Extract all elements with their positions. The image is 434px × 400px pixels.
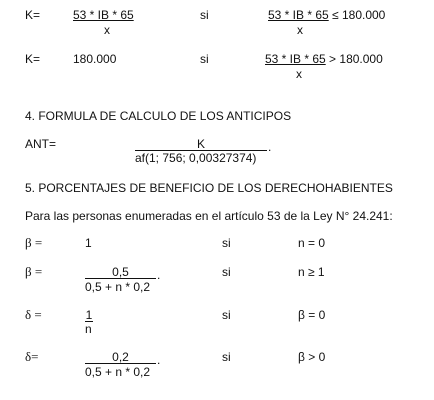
rule2-denominator: 0,5 + n * 0,2	[85, 280, 151, 294]
rule2-si: si	[222, 265, 231, 279]
ant-denominator: af(1; 756; 0,00327374)	[135, 151, 257, 165]
rule4-fraction-bar	[85, 363, 156, 364]
section5-heading: 5. PORCENTAJES DE BENEFICIO DE LOS DERECHOHABIENTES	[25, 181, 393, 195]
k-label-2: K=	[25, 52, 41, 66]
k-cond-tail-2: > 180.000	[325, 52, 383, 66]
ant-numerator: K	[196, 137, 205, 151]
rule3-lhs: δ =	[25, 307, 42, 322]
k-si-2: si	[200, 52, 209, 66]
rule2-fraction-bar	[85, 278, 156, 279]
rule1-si: si	[222, 236, 231, 250]
rule1-lhs: β =	[25, 235, 43, 250]
k-condition-1	[268, 8, 385, 22]
rule4-condition: β > 0	[298, 350, 326, 364]
rule1-condition: n = 0	[298, 236, 326, 250]
k-cond-denominator-1: x	[297, 23, 303, 37]
rule3-denominator: n	[85, 322, 92, 336]
rule4-si: si	[222, 350, 231, 364]
rule3-si: si	[222, 308, 231, 322]
rule4-lhs: δ=	[25, 349, 39, 364]
rule1-value: 1	[85, 236, 92, 250]
k-si-1: si	[200, 8, 209, 22]
rule4-dot: .	[157, 353, 161, 367]
rule2-condition: n ≥ 1	[298, 265, 325, 279]
k-numerator-1: 53 * IB * 65	[73, 8, 134, 22]
k-denominator-1: x	[104, 23, 110, 37]
k-label-1: K=	[25, 8, 41, 22]
k-cond-numerator-2: 53 * IB * 65	[265, 52, 326, 66]
ant-dot: .	[268, 140, 272, 154]
section5-intro: Para las personas enumeradas en el artículo 53 de la Ley N° 24.241:	[25, 209, 393, 223]
k-cond-denominator-2: x	[296, 67, 302, 81]
rule3-numerator: 1	[85, 308, 93, 322]
rule2-dot: .	[157, 268, 161, 282]
section4-heading: 4. FORMULA DE CALCULO DE LOS ANTICIPOS	[25, 109, 292, 123]
rule3-condition: β = 0	[298, 308, 326, 322]
ant-label: ANT=	[25, 137, 57, 151]
rule2-lhs: β =	[25, 264, 43, 279]
rule4-numerator: 0,2	[112, 350, 129, 364]
rule2-numerator: 0,5	[112, 265, 129, 279]
k-value-2: 180.000	[73, 52, 117, 66]
k-cond-tail-1: ≤ 180.000	[328, 8, 386, 22]
rule4-denominator: 0,5 + n * 0,2	[85, 365, 151, 379]
k-condition-2	[265, 52, 383, 66]
k-cond-numerator-1: 53 * IB * 65	[268, 8, 329, 22]
